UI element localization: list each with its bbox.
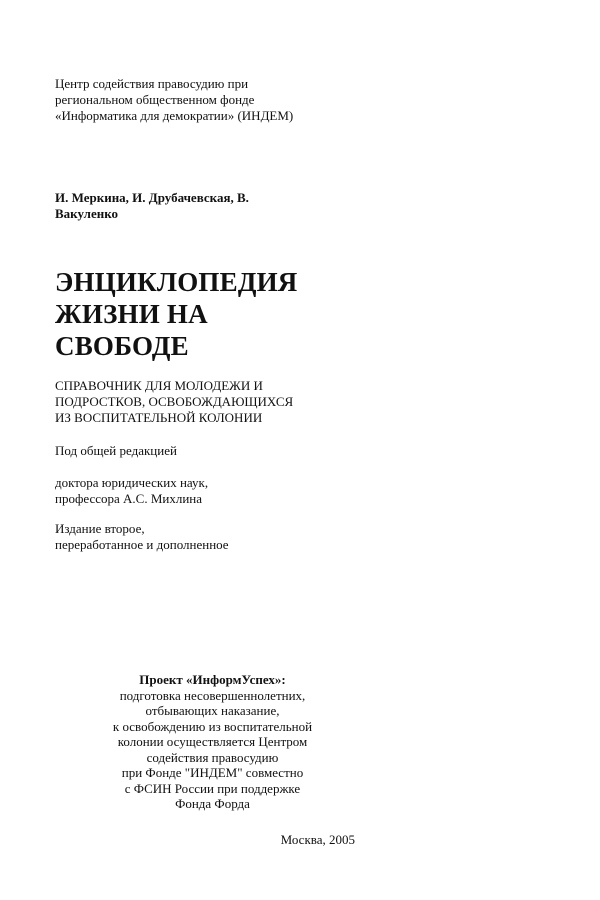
project-block [50, 672, 375, 812]
project-line: к освобождению из воспитательной [112, 718, 313, 734]
edition-line: переработанное и дополненное [55, 537, 229, 552]
project-line: при Фонде "ИНДЕМ" совместно [121, 765, 304, 780]
project-title: Проект «ИнформУспех»: [139, 672, 286, 687]
subtitle-line: ПОДРОСТКОВ, ОСВОБОЖДАЮЩИХСЯ [55, 394, 294, 409]
subtitle-line: ИЗ ВОСПИТАТЕЛЬНОЙ КОЛОНИИ [55, 410, 263, 425]
organization-line: региональном общественном фонде [55, 92, 255, 107]
book-subtitle [55, 378, 293, 426]
authors-line: И. Меркина, И. Друбачевская, В. [55, 190, 249, 205]
project-line: содействия правосудию [146, 749, 279, 765]
book-title-line: ЭНЦИКЛОПЕДИЯ [55, 267, 298, 297]
edition-line: Издание второе, [55, 521, 145, 536]
project-line: с ФСИН России при поддержке [124, 780, 301, 796]
subtitle-line: СПРАВОЧНИК ДЛЯ МОЛОДЕЖИ И [55, 378, 263, 393]
edition-block [55, 521, 229, 553]
editor-block [55, 475, 208, 507]
book-title [55, 266, 298, 362]
book-title-line: СВОБОДЕ [55, 331, 189, 361]
organization-line: Центр содействия правосудию при [55, 76, 249, 91]
editor-line: профессора А.С. Михлина [55, 491, 203, 506]
city-year: Москва, 2005 [280, 832, 355, 847]
authors-block [55, 190, 249, 222]
editor-label-text: Под общей редакцией [55, 443, 177, 458]
project-line: колонии осуществляется Центром [117, 734, 308, 749]
project-line: подготовка несовершеннолетних, [119, 687, 306, 703]
editor-line: доктора юридических наук, [55, 475, 209, 490]
organization-line: «Информатика для демократии» (ИНДЕМ) [55, 108, 294, 123]
book-title-line: ЖИЗНИ НА [55, 299, 208, 329]
authors-line: Вакуленко [55, 206, 119, 221]
editor-label [55, 443, 177, 459]
organization-block [55, 76, 293, 124]
project-line: отбывающих наказание, [145, 703, 280, 718]
project-line: Фонда Форда [175, 796, 250, 811]
